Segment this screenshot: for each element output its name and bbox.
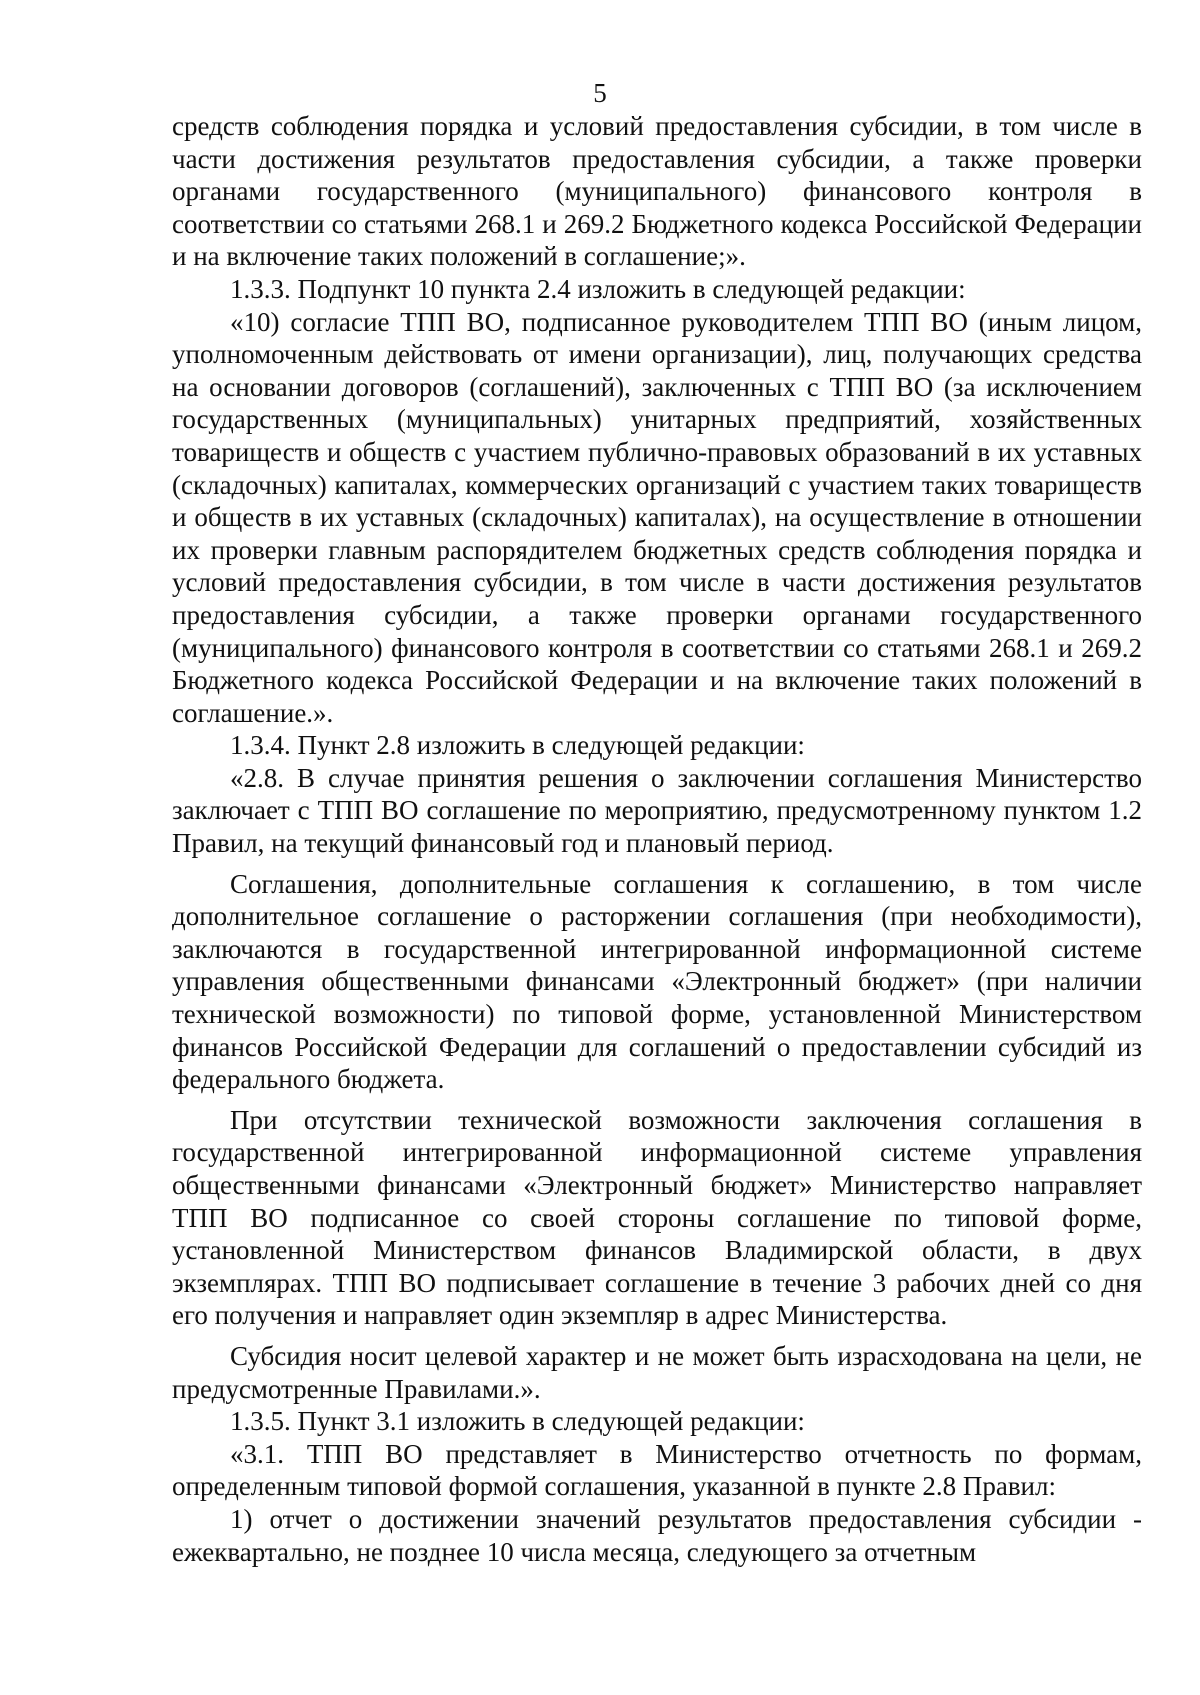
paragraph-report-item-1: 1) отчет о достижении значений результатов предоставления субсидии - ежеквартально, не позднее 10 числа месяца, следующего за отчетным [172,1503,1142,1567]
paragraph-agreements: Соглашения, дополнительные соглашения к соглашению, в том числе дополнительное соглашение о расторжении соглашения (при необходимости), заключаются в государственной интегрированной информационной системе управления общественными финансами «Электронный бюджет» (при наличии технической возможности) по типовой форме, установленной Министерством финансов Российской Федерации для соглашений о предоставлении субсидий из федерального бюджета. [172,868,1142,1095]
document-body [172,110,1142,1568]
paragraph-subpoint-10: «10) согласие ТПП ВО, подписанное руководителем ТПП ВО (иным лицом, уполномоченным действовать от имени организации), лиц, получающих средства на основании договоров (соглашений), заключенных с ТПП ВО (за исключением государственных (муниципальных) унитарных предприятий, хозяйственных товариществ и обществ с участием публично-правовых образований в их уставных (складочных) капиталах, коммерческих организаций с участием таких товариществ и обществ в их уставных (складочных) капиталах), на осуществление в отношении их проверки главным распорядителем бюджетных средств соблюдения порядка и условий предоставления субсидии, в том числе в части достижения результатов предоставления субсидии, а также проверки органами государственного (муниципального) финансового контроля в соответствии со статьями 268.1 и 269.2 Бюджетного кодекса Российской Федерации и на включение таких положений в соглашение.». [172,306,1142,728]
paragraph-1-3-3-heading: 1.3.3. Подпункт 10 пункта 2.4 изложить в следующей редакции: [230,273,966,304]
paragraph-3-1: «3.1. ТПП ВО представляет в Министерство отчетность по формам, определенным типовой формой соглашения, указанной в пункте 2.8 Правил: [172,1438,1142,1502]
paragraph-1-3-5-heading: 1.3.5. Пункт 3.1 изложить в следующей редакции: [230,1406,805,1437]
page-number: 5 [593,78,607,108]
paragraph-subsidy-purpose: Субсидия носит целевой характер и не может быть израсходована на цели, не предусмотренные Правилами.». [172,1340,1142,1404]
paragraph-2-8: «2.8. В случае принятия решения о заключении соглашения Министерство заключает с ТПП ВО соглашение по мероприятию, предусмотренному пунктом 1.2 Правил, на текущий финансовый год и плановый период. [172,762,1142,859]
paragraph-continuation: средств соблюдения порядка и условий предоставления субсидии, в том числе в части достижения результатов предоставления субсидии, а также проверки органами государственного (муниципального) финансового контроля в соответствии со статьями 268.1 и 269.2 Бюджетного кодекса Российской Федерации и на включение таких положений в соглашение;». [172,111,1142,272]
paragraph-no-technical-possibility: При отсутствии технической возможности заключения соглашения в государственной интегрированной информационной системе управления общественными финансами «Электронный бюджет» Министерство направляет ТПП ВО подписанное со своей стороны соглашение по типовой форме, установленной Министерством финансов Владимирской области, в двух экземплярах. ТПП ВО подписывает соглашение в течение 3 рабочих дней со дня его получения и направляет один экземпляр в адрес Министерства. [172,1104,1142,1331]
paragraph-1-3-4-heading: 1.3.4. Пункт 2.8 изложить в следующей редакции: [230,730,805,761]
